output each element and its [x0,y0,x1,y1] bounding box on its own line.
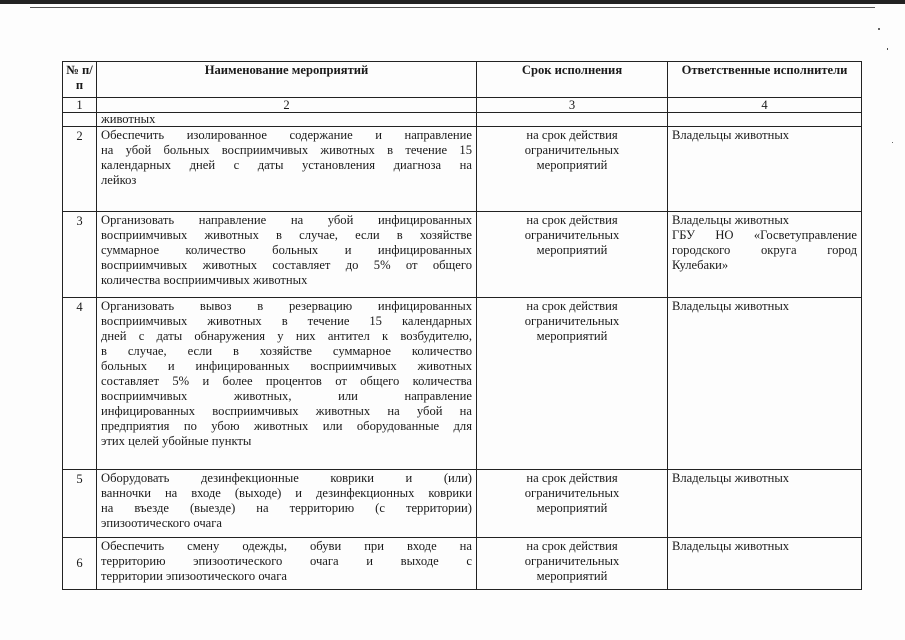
measure-name [97,298,477,470]
measure-line: на убой больных восприимчивых животных в течение 15 [101,143,472,157]
responsible-line: Владельцы животных [672,213,790,227]
measure-line: в случае, если в хозяйстве суммарное количество [101,344,472,358]
term-line: на срок действия [526,471,618,485]
measure-line: ванночки на входе (выходе) и дезинфекционных коврики [101,486,472,500]
row-number: 4 [63,298,97,470]
measure-line: дней с даты обнаружения у них антител к возбудителю, [101,329,472,343]
scan-speck [878,28,880,30]
term-cell [477,538,668,590]
term-line: на срок действия [526,539,618,553]
header-name: Наименование мероприятий [97,62,477,98]
header-term: Срок исполнения [477,62,668,98]
measures-table [62,61,862,590]
column-index: 2 [97,98,477,113]
header-num: № п/п [63,62,97,98]
carry-over-row [63,113,862,127]
measure-line: Обеспечить изолированное содержание и направление [101,128,472,142]
row-number: 2 [63,127,97,212]
term-line: мероприятий [536,243,608,257]
measure-line: Оборудовать дезинфекционные коврики и (или) [101,471,472,485]
scan-speck [887,48,888,50]
responsible-cell [668,127,862,212]
term-line: на срок действия [526,299,618,313]
column-index: 4 [668,98,862,113]
term-line: мероприятий [536,158,608,172]
measure-line: предприятия по убою животных или оборудованные для [101,419,472,433]
term-line: на срок действия [526,128,618,142]
header-resp: Ответственные исполнители [668,62,862,98]
term-line: ограничительных [524,554,620,568]
measure-name [97,538,477,590]
term-cell [477,470,668,538]
responsible-line: Владельцы животных [672,299,790,313]
measure-line: лейкоз [101,173,137,187]
measure-line: территории эпизоотического очага [101,569,287,583]
measure-line: восприимчивых животных, или направление [101,389,472,403]
table-row [63,538,862,590]
responsible-line: Кулебаки» [672,258,729,272]
measure-line: этих целей убойные пункты [101,434,252,448]
row-number: 5 [63,470,97,538]
measure-line: больных и инфицированных восприимчивых животных [101,359,472,373]
carry-over-term [477,113,668,127]
measure-line: составляет 5% и более процентов от общего количества [101,374,472,388]
measure-line: инфицированных восприимчивых животных на убой на [101,404,472,418]
responsible-line: городского округа город [672,243,857,257]
carry-over-resp [668,113,862,127]
measure-line: восприимчивых животных в течение 15 календарных [101,314,472,328]
scan-speck [892,142,893,143]
table-row [63,212,862,298]
measure-line: восприимчивых животных составляет до 5% от общего [101,258,472,272]
term-cell [477,127,668,212]
measure-name [97,470,477,538]
measure-line: восприимчивых животных в случае, если в хозяйстве [101,228,472,242]
term-line: мероприятий [536,569,608,583]
table-row [63,127,862,212]
measure-line: эпизоотического очага [101,516,223,530]
term-line: ограничительных [524,228,620,242]
column-index: 3 [477,98,668,113]
carry-over-num [63,113,97,127]
responsible-cell [668,470,862,538]
measure-line: территорию эпизоотического очага и выходе с [101,554,472,568]
measure-line: календарных дней с даты установления диагноза на [101,158,472,172]
term-line: ограничительных [524,143,620,157]
term-line: ограничительных [524,314,620,328]
measure-line: Организовать направление на убой инфицированных [101,213,472,227]
responsible-line: Владельцы животных [672,471,790,485]
column-index-row [63,98,862,113]
table-row [63,470,862,538]
row-number: 3 [63,212,97,298]
scan-top-border [0,0,905,4]
measure-line: Организовать вывоз в резервацию инфицированных [101,299,472,313]
row-number: 6 [63,538,97,590]
measure-name [97,212,477,298]
responsible-cell [668,298,862,470]
header-row [63,62,862,98]
term-line: мероприятий [536,329,608,343]
measure-line: суммарное количество больных и инфицированных [101,243,472,257]
term-cell [477,298,668,470]
responsible-line: ГБУ НО «Госветуправление [672,228,857,242]
responsible-cell [668,538,862,590]
term-line: ограничительных [524,486,620,500]
measure-line: на въезде (выезде) на территорию (с территории) [101,501,472,515]
responsible-cell [668,212,862,298]
carry-over-text: животных [97,113,477,127]
measure-line: количества восприимчивых животных [101,273,308,287]
scan-top-line [30,7,875,8]
measure-line: Обеспечить смену одежды, обуви при входе на [101,539,472,553]
term-line: на срок действия [526,213,618,227]
term-line: мероприятий [536,501,608,515]
term-cell [477,212,668,298]
responsible-line: Владельцы животных [672,128,790,142]
measure-name [97,127,477,212]
table-row [63,298,862,470]
column-index: 1 [63,98,97,113]
responsible-line: Владельцы животных [672,539,790,553]
